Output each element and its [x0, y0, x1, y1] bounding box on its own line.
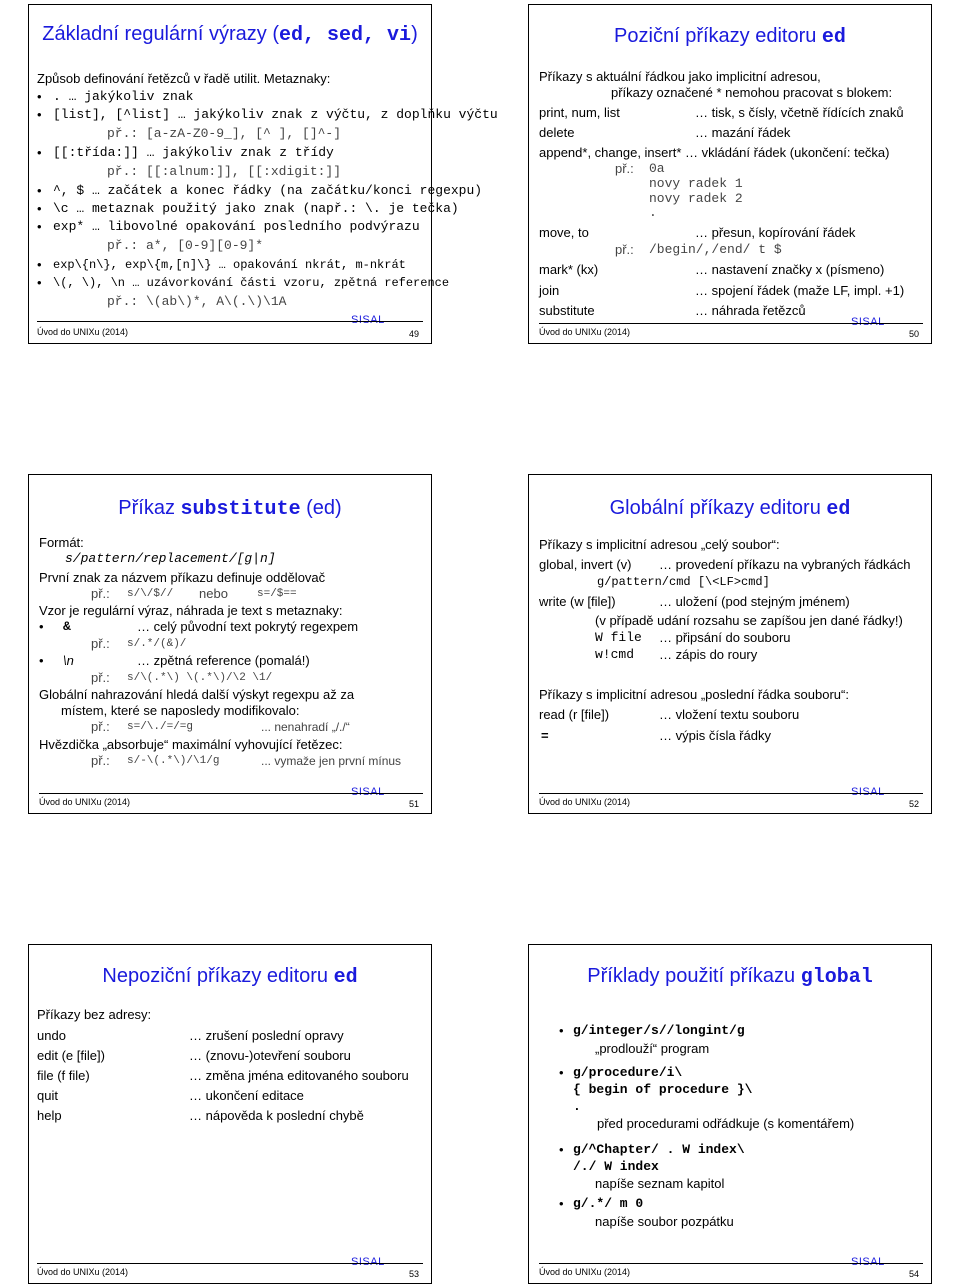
- slide-54: [528, 944, 932, 1284]
- bullet-dot: •: [37, 275, 42, 290]
- text-line: Příkazy s implicitní adresou „poslední řádka souboru“:: [539, 687, 849, 702]
- slide-number: 49: [408, 329, 419, 339]
- slide-title: [29, 497, 431, 521]
- command-desc: … uložení (pod stejným jménem): [659, 594, 850, 609]
- example-line: př.: \(ab\)*, A\(.\)\1A: [107, 294, 287, 309]
- regex-line: \c … metaznak použitý jako znak (např.: \. je tečka): [53, 201, 459, 216]
- regex-line: ^, $ … začátek a konec řádky (na začátku/konci regexpu): [53, 183, 483, 198]
- footer-rule: [39, 793, 423, 794]
- metachar: &: [63, 619, 71, 634]
- command-name: =: [541, 728, 549, 743]
- sisal-logo: SISAL: [851, 1256, 885, 1268]
- example-desc: před procedurami odřádkuje (s komentářem): [597, 1116, 855, 1131]
- regex-line: [list], [^list] … jakýkoliv znak z výčtu, z doplňku výčtu: [53, 107, 498, 122]
- example-label: př.:: [91, 719, 110, 734]
- example-note: ... nenahradí „/./“: [261, 720, 350, 734]
- footer-rule: [37, 1263, 423, 1264]
- text-line: Příkazy s implicitní adresou „celý soubor“:: [539, 537, 780, 552]
- footer-label: Úvod do UNIXu (2014): [539, 1267, 631, 1277]
- text-line: První znak za názvem příkazu definuje oddělovač: [39, 570, 326, 585]
- title-code: ed, sed, vi: [279, 24, 412, 47]
- text-line: Příkazy s aktuální řádkou jako implicitní adresou,: [539, 69, 821, 84]
- example-code: s/-\(.*\)/\1/g: [127, 755, 220, 767]
- footer-label: Úvod do UNIXu (2014): [39, 797, 131, 807]
- command-desc: … připsání do souboru: [659, 630, 791, 645]
- example-label: př.:: [615, 242, 634, 257]
- bullet-dot: •: [37, 183, 42, 198]
- title-code: ed: [826, 498, 851, 521]
- example-command: .: [573, 1099, 581, 1114]
- bullet-dot: •: [37, 219, 42, 234]
- command-line: append*, change, insert* … vkládání řádek (ukončení: tečka): [539, 145, 890, 160]
- command-desc: … spojení řádek (maže LF, impl. +1): [695, 283, 905, 298]
- example-desc: „prodlouží“ program: [595, 1041, 710, 1056]
- example-label: př.:: [91, 586, 110, 601]
- sisal-logo: SISAL: [351, 786, 385, 798]
- command-syntax: W file: [595, 630, 642, 645]
- example-label: př.:: [91, 753, 110, 768]
- example-code: .: [649, 205, 657, 220]
- slide-53: [28, 944, 432, 1284]
- example-command: g/integer/s//longint/g: [573, 1023, 745, 1038]
- command-desc: … zrušení poslední opravy: [189, 1028, 344, 1043]
- regex-line: . … jakýkoliv znak: [53, 89, 194, 104]
- sisal-logo: SISAL: [851, 786, 885, 798]
- example-code: 0a: [649, 161, 665, 176]
- title-end: (ed): [300, 497, 342, 519]
- example-label: př.:: [91, 636, 110, 651]
- command-name: move, to: [539, 225, 589, 240]
- format-code: s/pattern/replacement/[g|n]: [65, 551, 276, 566]
- example-code: novy radek 1: [649, 176, 743, 191]
- title-text: Globální příkazy editoru: [609, 497, 827, 519]
- slide-title: [529, 965, 931, 989]
- command-name: undo: [37, 1028, 66, 1043]
- footer-rule: [539, 793, 923, 794]
- slide-number: 52: [908, 799, 919, 809]
- sisal-logo: SISAL: [351, 314, 385, 326]
- command-desc: … výpis čísla řádky: [659, 728, 771, 743]
- example-line: př.: [[:alnum:]], [[:xdigit:]]: [107, 164, 342, 179]
- example-command: g/^Chapter/ . W index\: [573, 1142, 745, 1157]
- footer-rule: [37, 321, 423, 322]
- command-desc: … změna jména editovaného souboru: [189, 1068, 409, 1083]
- example-note: ... vymaže jen první mínus: [261, 754, 402, 768]
- example-label: př.:: [615, 161, 634, 176]
- sisal-logo: SISAL: [351, 1256, 385, 1268]
- example-desc: napíše soubor pozpátku: [595, 1214, 734, 1229]
- bullet-dot: •: [37, 107, 42, 122]
- title-text: Příkaz: [118, 497, 181, 519]
- slide-52: [528, 474, 932, 814]
- command-desc: … tisk, s čísly, včetně řídících znaků: [695, 105, 904, 120]
- intro-line: Způsob definování řetězců v řadě utilit. Metaznaky:: [37, 71, 331, 86]
- regex-line: \(, \), \n … uzávorkování části vzoru, zpětná reference: [53, 276, 450, 290]
- title-code: substitute: [180, 498, 301, 521]
- sisal-logo: SISAL: [851, 316, 885, 328]
- title-code: global: [800, 966, 873, 989]
- footer-rule: [539, 1263, 923, 1264]
- command-desc: … náhrada řetězců: [695, 303, 806, 318]
- footer-label: Úvod do UNIXu (2014): [37, 327, 129, 337]
- command-desc: … nastavení značky x (písmeno): [695, 262, 885, 277]
- command-name: substitute: [539, 303, 595, 318]
- bullet-dot: •: [37, 89, 42, 104]
- bullet-dot: •: [559, 1023, 564, 1038]
- example-label: př.:: [91, 670, 110, 685]
- slide-title: [29, 965, 431, 989]
- command-name: delete: [539, 125, 575, 140]
- title-text: Nepoziční příkazy editoru: [102, 965, 334, 987]
- example-code: s/.*/(&)/: [127, 638, 187, 650]
- title-text: Základní regulární výrazy (: [42, 23, 280, 45]
- command-name: global, invert (v): [539, 557, 632, 572]
- slide-number: 53: [408, 1269, 419, 1279]
- slide-number: 54: [908, 1269, 919, 1279]
- bullet-dot: •: [559, 1196, 564, 1211]
- example-code: s/\/$//: [127, 588, 174, 600]
- text-line: (v případě udání rozsahu se zapíšou jen dané řádky!): [595, 613, 903, 628]
- command-desc: … ukončení editace: [189, 1088, 304, 1103]
- slide-50: [528, 4, 932, 344]
- text-line: Globální nahrazování hledá další výskyt regexpu až za: [39, 687, 355, 702]
- command-name: help: [37, 1108, 62, 1123]
- regex-line: exp* … libovolné opakování posledního podvýrazu: [53, 219, 420, 234]
- slide-title: [529, 25, 931, 49]
- example-code: s=/$==: [257, 588, 297, 600]
- slide-number: 51: [408, 799, 419, 809]
- text-line: Formát:: [39, 535, 84, 550]
- bullet-dot: •: [559, 1142, 564, 1157]
- example-line: př.: a*, [0-9][0-9]*: [107, 238, 264, 253]
- text-line: příkazy označené * nemohou pracovat s blokem:: [611, 85, 893, 100]
- command-name: print, num, list: [539, 105, 620, 120]
- command-name: join: [539, 283, 560, 298]
- metachar: \n: [63, 653, 74, 668]
- command-name: file (f file): [37, 1068, 90, 1083]
- example-command: g/procedure/i\: [573, 1065, 683, 1080]
- command-desc: … (znovu-)otevření souboru: [189, 1048, 351, 1063]
- title-text: Příklady použití příkazu: [587, 965, 801, 987]
- command-desc: … provedení příkazu na vybraných řádkách: [659, 557, 911, 572]
- example-desc: napíše seznam kapitol: [595, 1176, 725, 1191]
- command-syntax: w!cmd: [595, 647, 635, 662]
- slide-title: [529, 497, 931, 521]
- command-name: write (w [file]): [539, 594, 616, 609]
- text-line: Vzor je regulární výraz, náhrada je text s metaznaky:: [39, 603, 343, 618]
- command-name: read (r [file]): [539, 707, 610, 722]
- title-end: ): [411, 23, 418, 45]
- text-line: Hvězdička „absorbuje“ maximální vyhovující řetězec:: [39, 737, 343, 752]
- title-text: Poziční příkazy editoru: [614, 25, 822, 47]
- example-code: s/\(.*\) \(.*\)/\2 \1/: [127, 672, 273, 684]
- command-desc: … přesun, kopírování řádek: [695, 225, 856, 240]
- bullet-dot: •: [37, 257, 42, 272]
- footer-label: Úvod do UNIXu (2014): [539, 327, 631, 337]
- footer-rule: [539, 323, 923, 324]
- slide-number: 50: [908, 329, 919, 339]
- command-name: mark* (kx): [539, 262, 599, 277]
- example-code: novy radek 2: [649, 191, 743, 206]
- metachar-desc: … zpětná reference (pomalá!): [137, 653, 310, 668]
- command-syntax: g/pattern/cmd [\<LF>cmd]: [597, 575, 770, 589]
- bullet-dot: •: [39, 653, 44, 668]
- example-code: s=/\./=/=g: [127, 721, 194, 733]
- command-name: quit: [37, 1088, 58, 1103]
- text-line: místem, které se naposledy modifikovalo:: [61, 703, 300, 718]
- bullet-dot: •: [39, 619, 44, 634]
- metachar-desc: … celý původní text pokrytý regexpem: [137, 619, 359, 634]
- slide-49: [28, 4, 498, 344]
- slide-title: [29, 23, 431, 47]
- example-command: g/.*/ m 0: [573, 1196, 644, 1211]
- example-code: /begin/,/end/ t $: [649, 242, 782, 257]
- bullet-dot: •: [37, 201, 42, 216]
- command-desc: … zápis do roury: [659, 647, 758, 662]
- command-desc: … nápověda k poslední chybě: [189, 1108, 364, 1123]
- example-command: /./ W index: [573, 1159, 659, 1174]
- title-code: ed: [333, 966, 358, 989]
- bullet-dot: •: [559, 1065, 564, 1080]
- bullet-dot: •: [37, 145, 42, 160]
- command-desc: … mazání řádek: [695, 125, 791, 140]
- text-line: Příkazy bez adresy:: [37, 1007, 152, 1022]
- regex-line: [[:třída:]] … jakýkoliv znak z třídy: [53, 145, 334, 160]
- slide-51: [28, 474, 432, 814]
- title-code: ed: [821, 26, 846, 49]
- command-name: edit (e [file]): [37, 1048, 105, 1063]
- regex-line: exp\{n\}, exp\{m,[n]\} … opakování nkrát, m-nkrát: [53, 258, 406, 272]
- example-or: nebo: [199, 586, 228, 601]
- example-line: př.: [a-zA-Z0-9_], [^ ], []^-]: [107, 126, 342, 141]
- footer-label: Úvod do UNIXu (2014): [539, 797, 631, 807]
- example-command: { begin of procedure }\: [573, 1082, 753, 1097]
- footer-label: Úvod do UNIXu (2014): [37, 1267, 129, 1277]
- command-desc: … vložení textu souboru: [659, 707, 800, 722]
